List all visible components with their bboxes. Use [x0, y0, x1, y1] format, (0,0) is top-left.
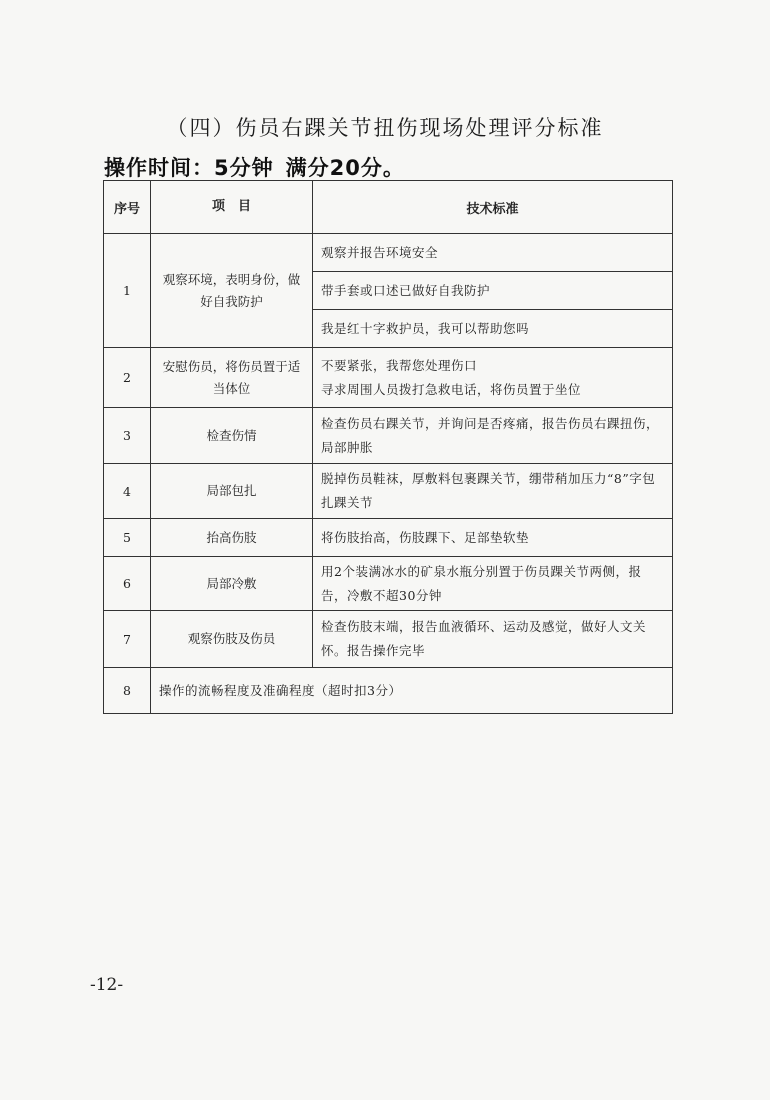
- row-standard: 将伤肢抬高，伤肢踝下、足部垫软垫: [313, 519, 673, 557]
- row-item: 局部冷敷: [151, 557, 313, 611]
- full-score: 满分20分。: [285, 156, 405, 180]
- table-row: [104, 519, 673, 557]
- table-row: [104, 464, 673, 519]
- row-standard: 带手套或口述已做好自我防护: [313, 272, 673, 310]
- row-no: 6: [104, 557, 151, 611]
- table-row: [104, 348, 673, 408]
- row-standard: 不要紧张，我帮您处理伤口 寻求周围人员拨打急救电话，将伤员置于坐位: [313, 348, 673, 408]
- page-title: （四）伤员右踝关节扭伤现场处理评分标准: [166, 116, 604, 140]
- table-row: [104, 408, 673, 464]
- table-row: [104, 611, 673, 668]
- row-standard: 操作的流畅程度及准确程度（超时扣3分）: [151, 668, 673, 714]
- table-row: [104, 234, 673, 272]
- row-no: 3: [104, 408, 151, 464]
- row-standard: 我是红十字救护员，我可以帮助您吗: [313, 310, 673, 348]
- row-no: 4: [104, 464, 151, 519]
- row-no: 7: [104, 611, 151, 668]
- row-item: 局部包扎: [151, 464, 313, 519]
- page-number: -12-: [90, 975, 124, 995]
- row-no: 8: [104, 668, 151, 714]
- row-standard: 用2个装满冰水的矿泉水瓶分别置于伤员踝关节两侧，报告，冷敷不超30分钟: [313, 557, 673, 611]
- row-standard: 检查伤员右踝关节，并询问是否疼痛，报告伤员右踝扭伤，局部肿胀: [313, 408, 673, 464]
- header-no: 序号: [104, 181, 151, 234]
- exam-meta: [104, 152, 417, 182]
- table-row: [104, 668, 673, 714]
- table-header-row: [104, 181, 673, 234]
- row-standard: 脱掉伤员鞋袜，厚敷料包裹踝关节，绷带稍加压力“8”字包扎踝关节: [313, 464, 673, 519]
- row-no: 1: [104, 234, 151, 348]
- row-no: 2: [104, 348, 151, 408]
- row-standard: 检查伤肢末端，报告血液循环、运动及感觉，做好人文关怀。报告操作完毕: [313, 611, 673, 668]
- row-item: 抬高伤肢: [151, 519, 313, 557]
- scoring-table: [103, 180, 673, 714]
- row-item: 安慰伤员，将伤员置于适当体位: [151, 348, 313, 408]
- row-standard: 观察并报告环境安全: [313, 234, 673, 272]
- row-no: 5: [104, 519, 151, 557]
- header-standard: 技术标准: [313, 181, 673, 234]
- table-row: [104, 557, 673, 611]
- row-item: 检查伤情: [151, 408, 313, 464]
- operation-time: 操作时间：5分钟: [104, 156, 274, 180]
- row-item: 观察环境，表明身份，做好自我防护: [151, 234, 313, 348]
- row-item: 观察伤肢及伤员: [151, 611, 313, 668]
- header-item: 项 目: [151, 181, 313, 234]
